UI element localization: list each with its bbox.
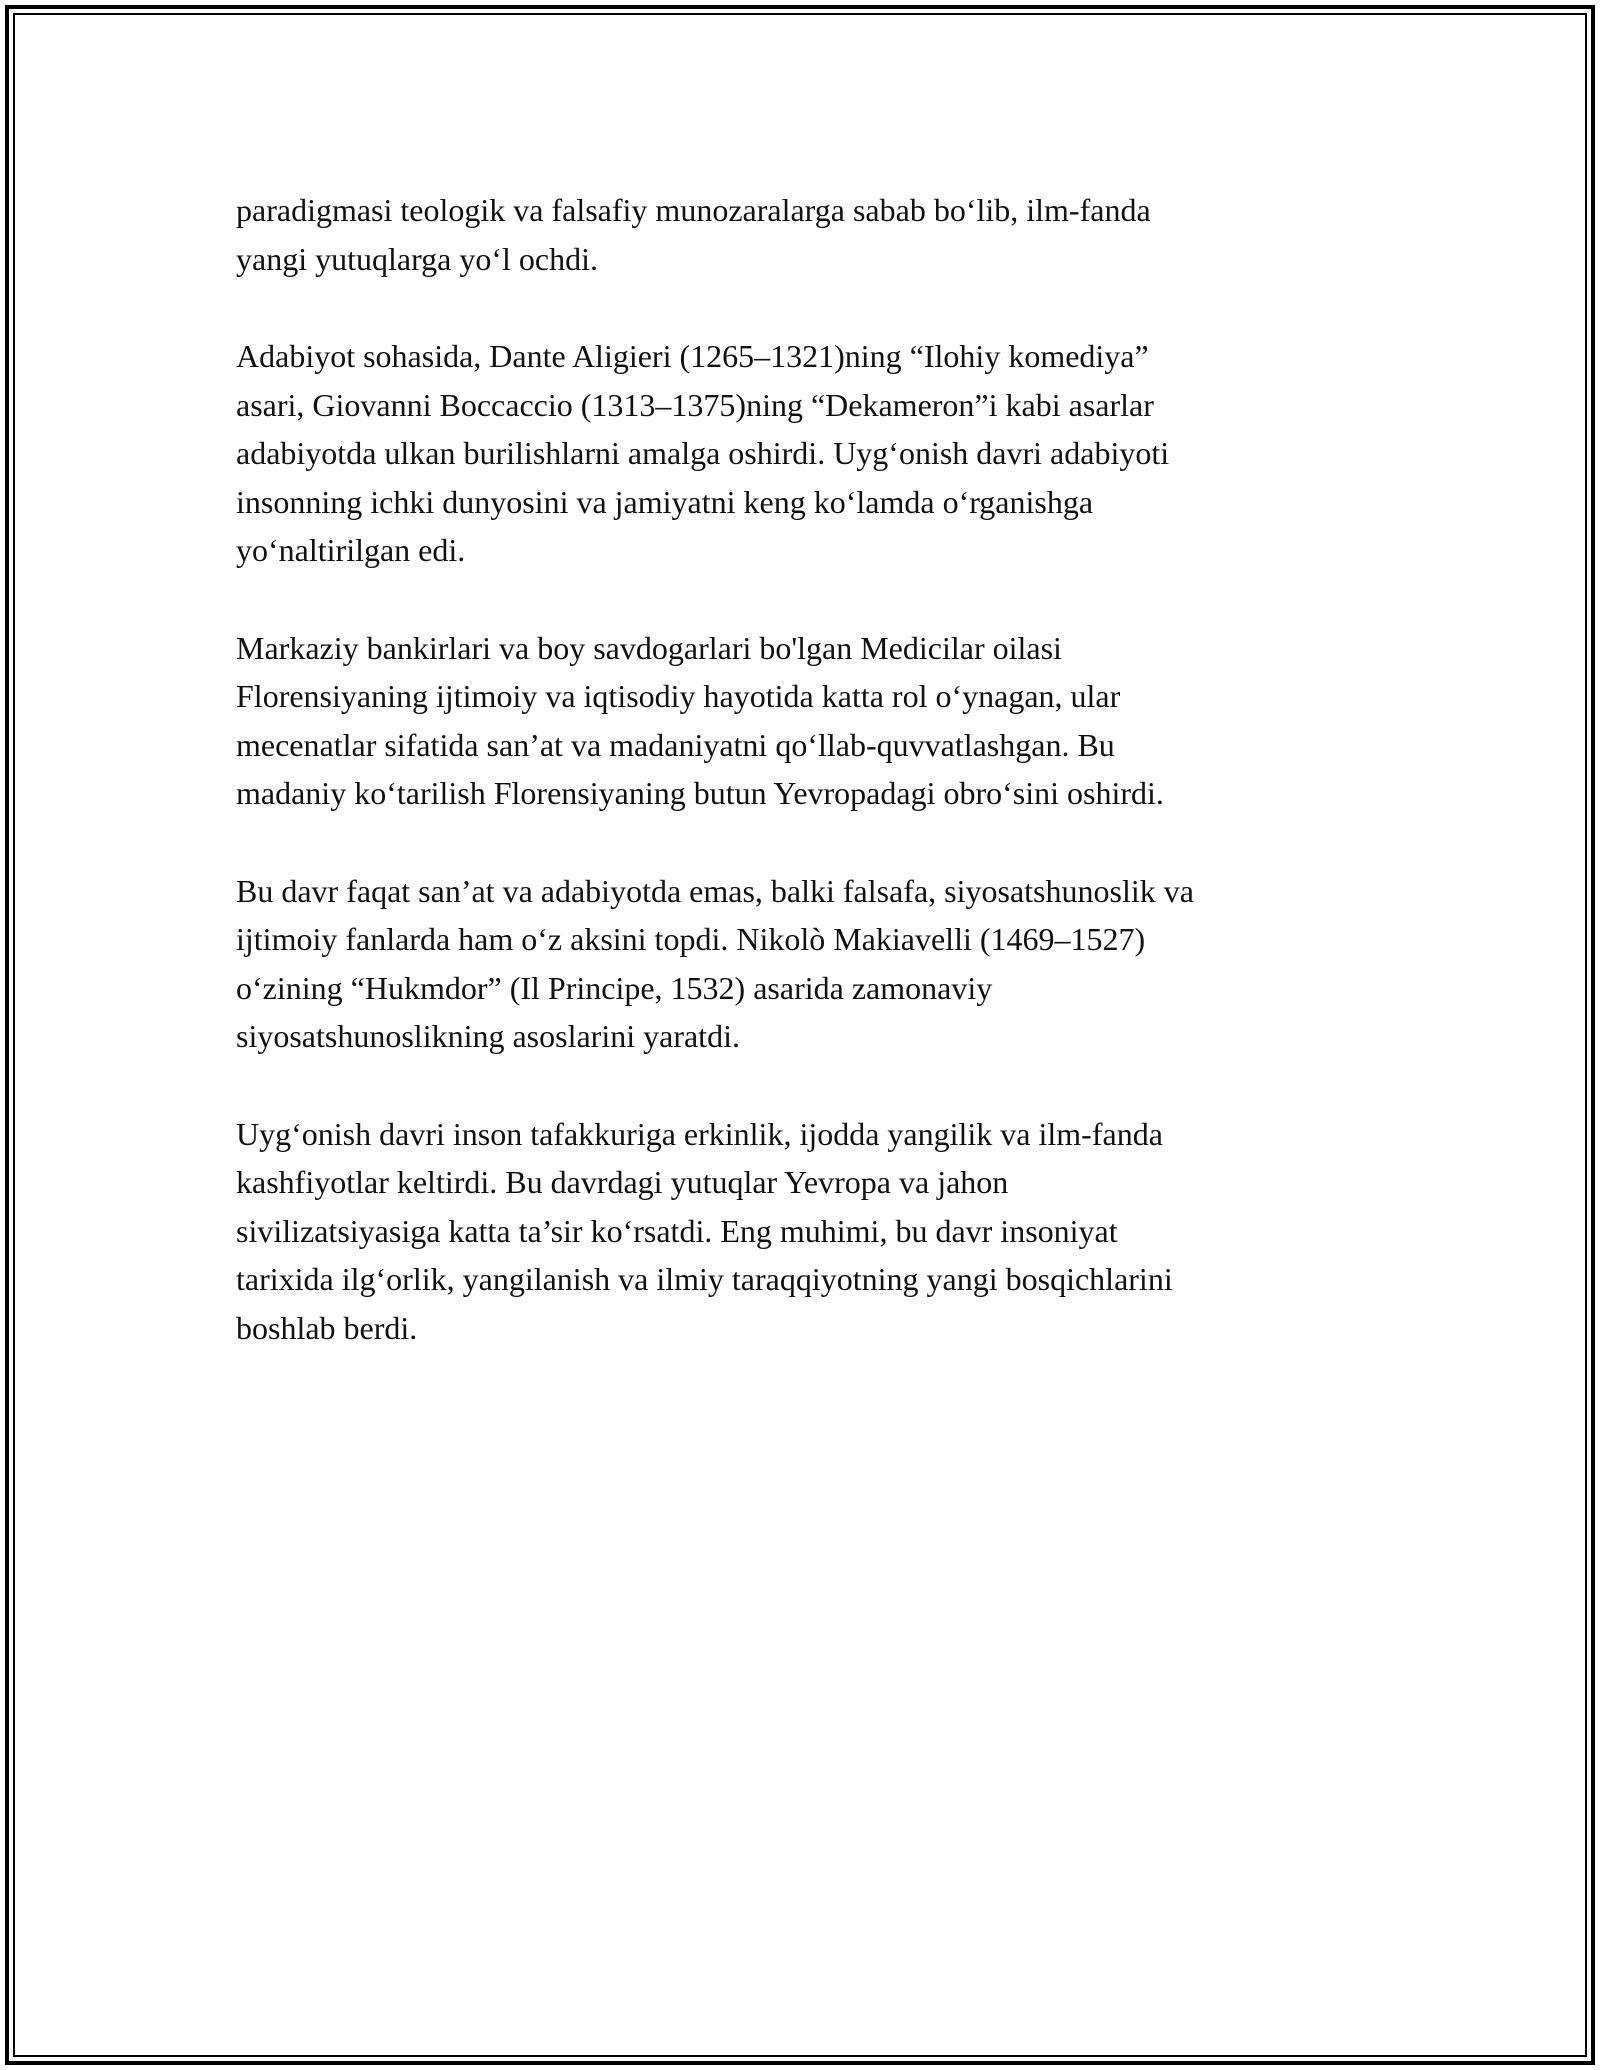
text-line: tarixida ilg‘orlik, yangilanish va ilmiy taraqqiyotning yangi bosqichlarini (236, 1261, 1173, 1297)
text-line: adabiyotda ulkan burilishlarni amalga oshirdi. Uyg‘onish davri adabiyoti (236, 435, 1170, 471)
paragraph (236, 1110, 1356, 1353)
text-line: Adabiyot sohasida, Dante Aligieri (1265–1321)ning “Ilohiy komediya” (236, 338, 1149, 374)
text-line: Bu davr faqat san’at va adabiyotda emas, balki falsafa, siyosatshunoslik va (236, 872, 1194, 909)
text-line: boshlab berdi. (236, 1309, 418, 1346)
text-line: mecenatlar sifatida san’at va madaniyatni qo‘llab-quvvatlashgan. Bu (236, 726, 1115, 763)
text-line: ijtimoiy fanlarda ham o‘z aksini topdi. Nikolò Makiavelli (1469–1527) (236, 921, 1146, 957)
text-line: insonning ichki dunyosini va jamiyatni keng ko‘lamda o‘rganishga (236, 483, 1094, 520)
paragraph (236, 186, 1356, 283)
paragraph (236, 624, 1356, 818)
text-line: Markaziy bankirlari va boy savdogarlari bo'lgan Medicilar oilasi (236, 629, 1062, 666)
text-line: kashfiyotlar keltirdi. Bu davrdagi yutuqlar Yevropa va jahon (236, 1164, 1009, 1200)
text-line: yangi yutuqlarga yo‘l ochdi. (236, 240, 598, 277)
paragraph (236, 332, 1356, 575)
text-line: o‘zining “Hukmdor” (Il Principe, 1532) asarida zamonaviy (236, 969, 993, 1006)
text-line: paradigmasi teologik va falsafiy munozaralarga sabab bo‘lib, ilm-fanda (236, 192, 1151, 228)
text-line: Florensiyaning ijtimoiy va iqtisodiy hayotida katta rol o‘ynagan, ular (236, 678, 1121, 714)
text-line: Uyg‘onish davri inson tafakkuriga erkinlik, ijodda yangilik va ilm-fanda (236, 1115, 1163, 1152)
document-body (236, 186, 1356, 1401)
text-line: yo‘naltirilgan edi. (236, 532, 466, 568)
text-line: asari, Giovanni Boccaccio (1313–1375)ning “Dekameron”i kabi asarlar (236, 386, 1154, 423)
text-line: siyosatshunoslikning asoslarini yaratdi. (236, 1018, 740, 1054)
text-line: madaniy ko‘tarilish Florensiyaning butun Yevropadagi obro‘sini oshirdi. (236, 775, 1164, 811)
paragraph (236, 867, 1356, 1061)
text-line: sivilizatsiyasiga katta ta’sir ko‘rsatdi. Eng muhimi, bu davr insoniyat (236, 1212, 1118, 1249)
